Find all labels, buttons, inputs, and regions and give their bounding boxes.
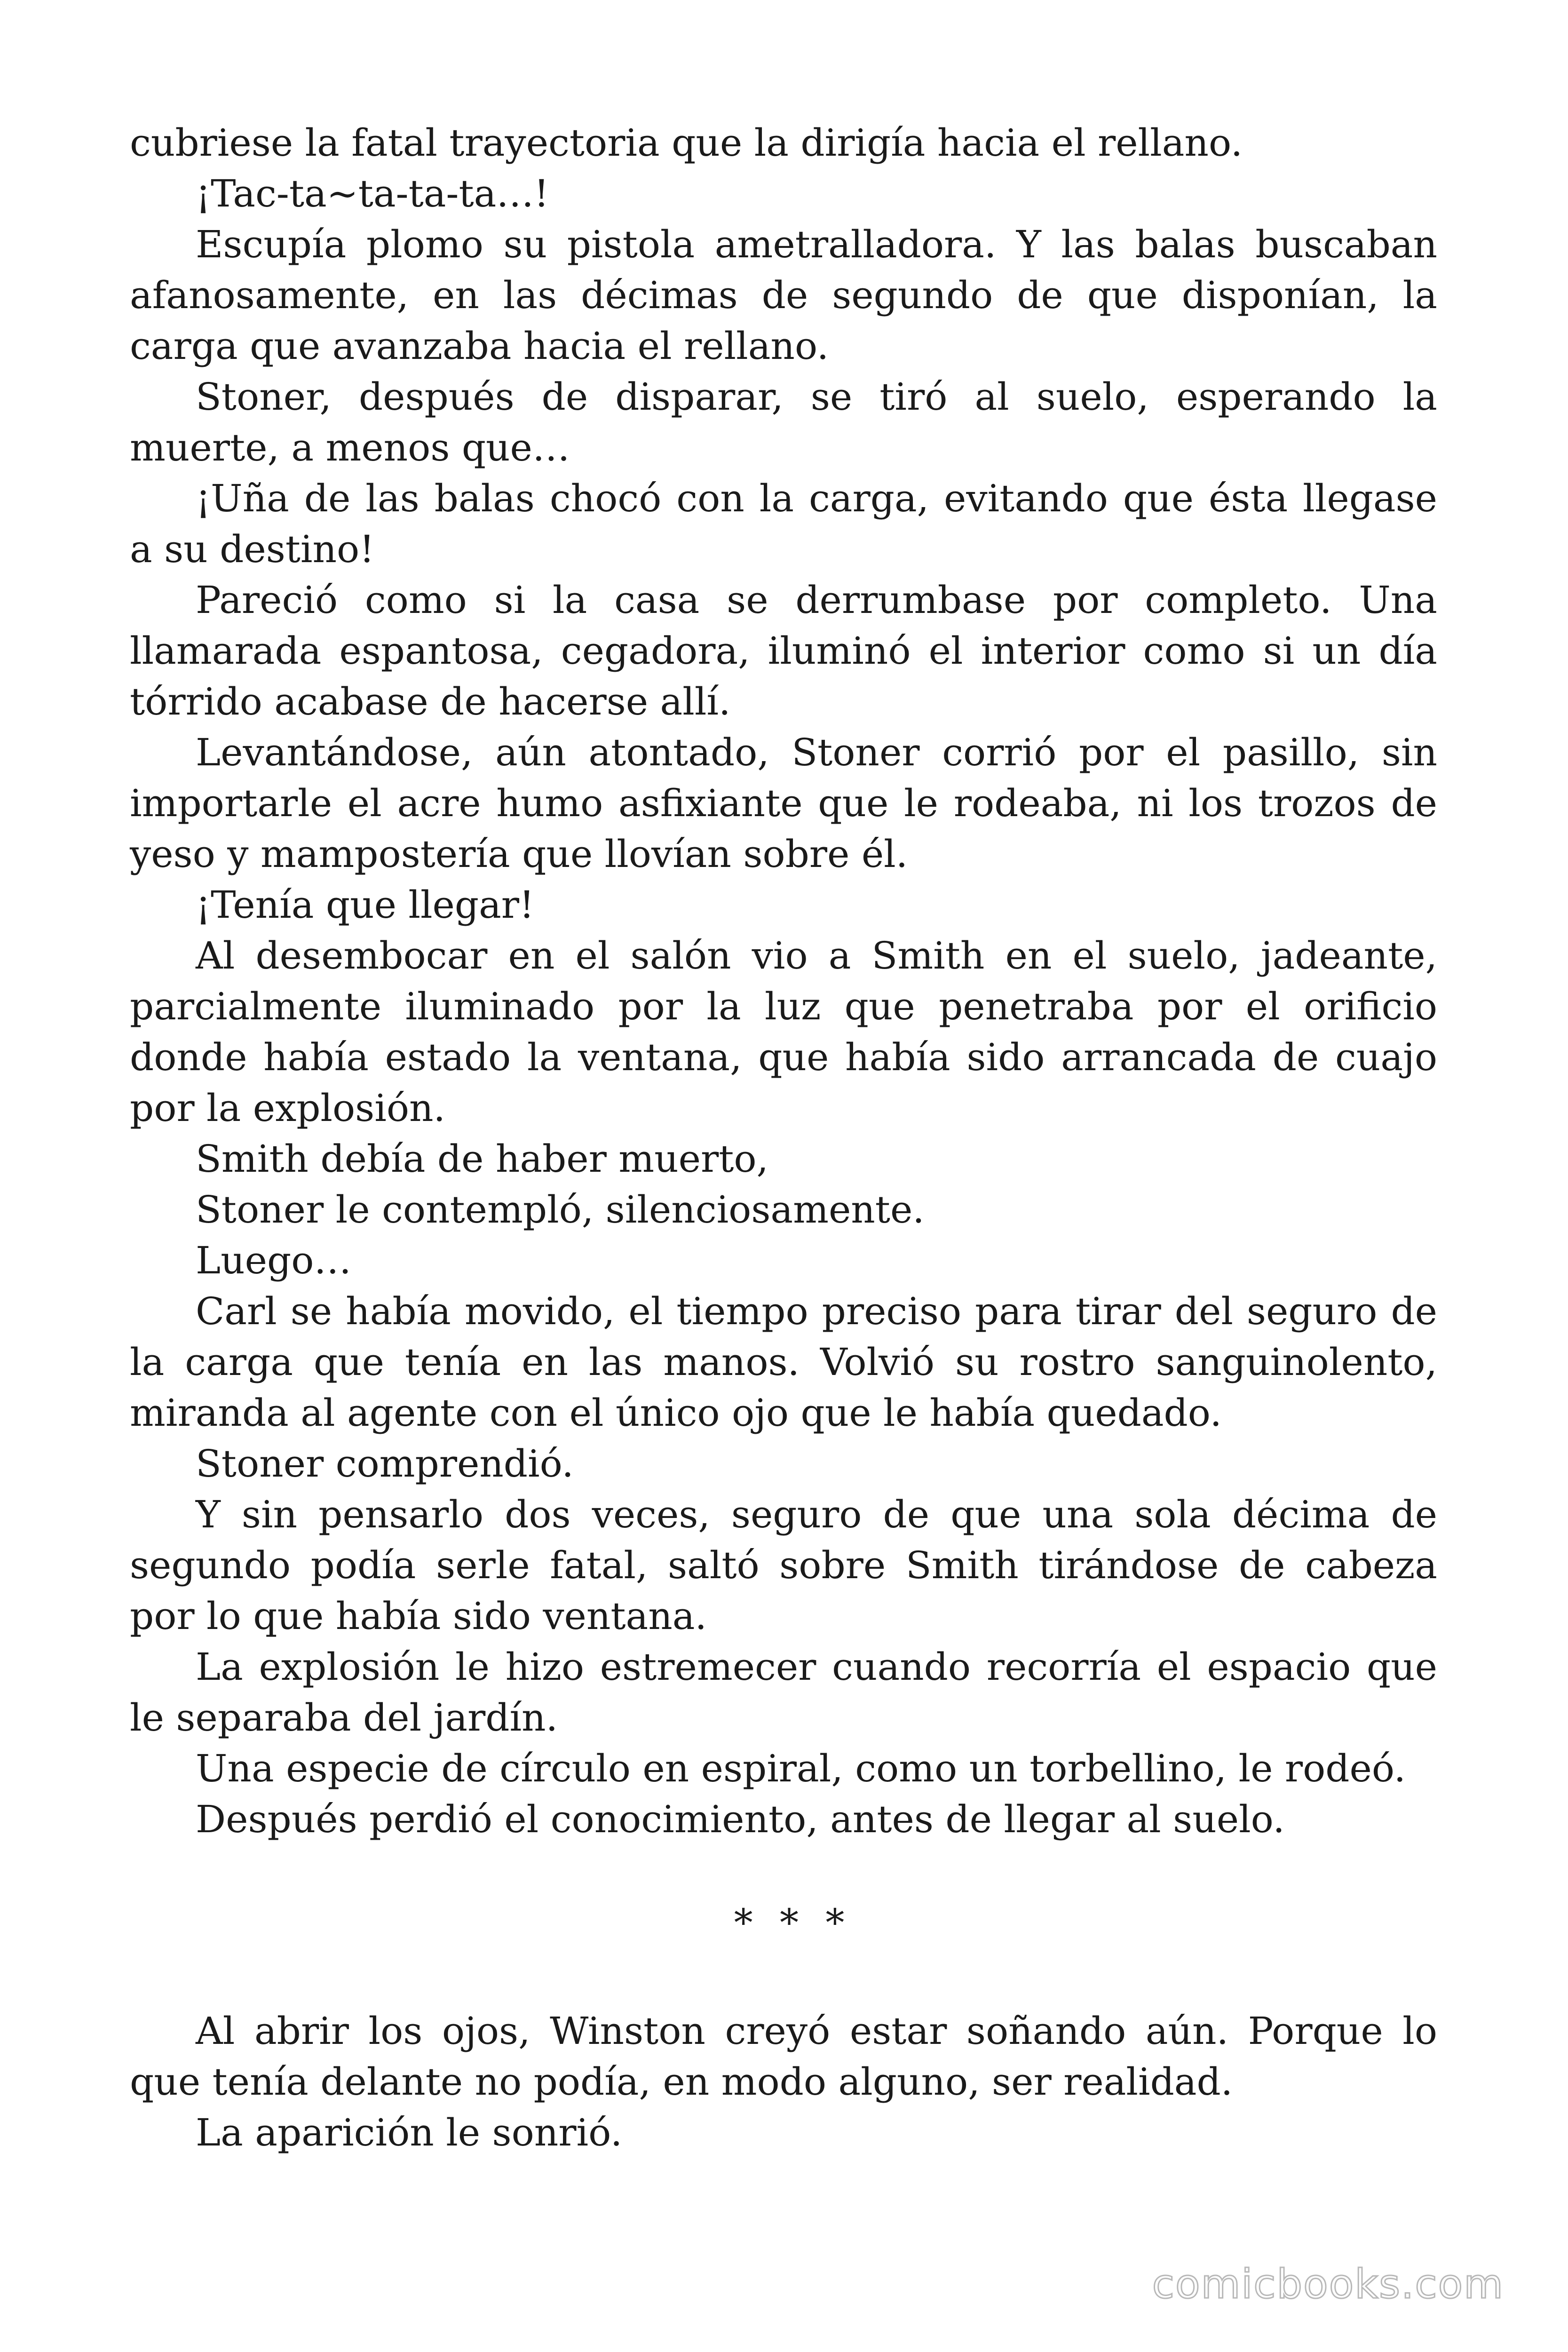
section-break: * * * xyxy=(734,1901,852,1945)
paragraph: Escupía plomo su pistola ametralladora. Y las balas buscaban afanosamente, en las décimas de segundo de que disponían, la carga que avanzaba hacia el rellano. xyxy=(130,222,1437,368)
paragraph: Y sin pensarlo dos veces, seguro de que una sola décima de segundo podía serle fatal, saltó sobre Smith tirándose de cabeza por lo que había sido ventana. xyxy=(130,1493,1437,1638)
paragraph: ¡Uña de las balas chocó con la carga, evitando que ésta llegase a su destino! xyxy=(130,477,1437,571)
paragraph: Pareció como si la casa se derrumbase por completo. Una llamarada espantosa, cegadora, iluminó el interior como si un día tórrido acabase de hacerse allí. xyxy=(130,578,1437,723)
paragraph: Al abrir los ojos, Winston creyó estar soñando aún. Porque lo que tenía delante no podía, en modo alguno, ser realidad. xyxy=(130,2009,1437,2104)
paragraph: La aparición le sonrió. xyxy=(196,2111,623,2154)
paragraph: Una especie de círculo en espiral, como un torbellino, le rodeó. xyxy=(196,1747,1406,1790)
paragraph: La explosión le hizo estremecer cuando recorría el espacio que le separaba del jardín. xyxy=(130,1645,1437,1740)
paragraph: Smith debía de haber muerto, xyxy=(196,1137,768,1181)
paragraph: Carl se había movido, el tiempo preciso para tirar del seguro de la carga que tenía en las manos. Volvió su rostro sanguinolento, miranda al agente con el único ojo que le había quedado. xyxy=(130,1289,1437,1435)
paragraph: ¡Tac-ta~ta-ta-ta…! xyxy=(196,172,549,215)
page-body xyxy=(130,118,1437,2158)
paragraph: Después perdió el conocimiento, antes de llegar al suelo. xyxy=(196,1797,1285,1841)
paragraph: Stoner comprendió. xyxy=(196,1442,574,1486)
paragraph: Stoner le contempló, silenciosamente. xyxy=(196,1188,925,1232)
paragraph: cubriese la fatal trayectoria que la dirigía hacia el rellano. xyxy=(130,121,1243,165)
paragraph: ¡Tenía que llegar! xyxy=(196,883,535,927)
paragraph: Luego… xyxy=(196,1239,352,1282)
paragraph: Levantándose, aún atontado, Stoner corrió por el pasillo, sin importarle el acre humo asfixiante que le rodeaba, ni los trozos de yeso y mampostería que llovían sobre él. xyxy=(130,731,1437,876)
paragraph: Stoner, después de disparar, se tiró al suelo, esperando la muerte, a menos que… xyxy=(130,375,1437,469)
watermark: comicbooks.com xyxy=(1152,2261,1504,2308)
paragraph: Al desembocar en el salón vio a Smith en el suelo, jadeante, parcialmente iluminado por la luz que penetraba por el orificio donde había estado la ventana, que había sido arrancada de cuajo por la explosión. xyxy=(130,934,1437,1130)
